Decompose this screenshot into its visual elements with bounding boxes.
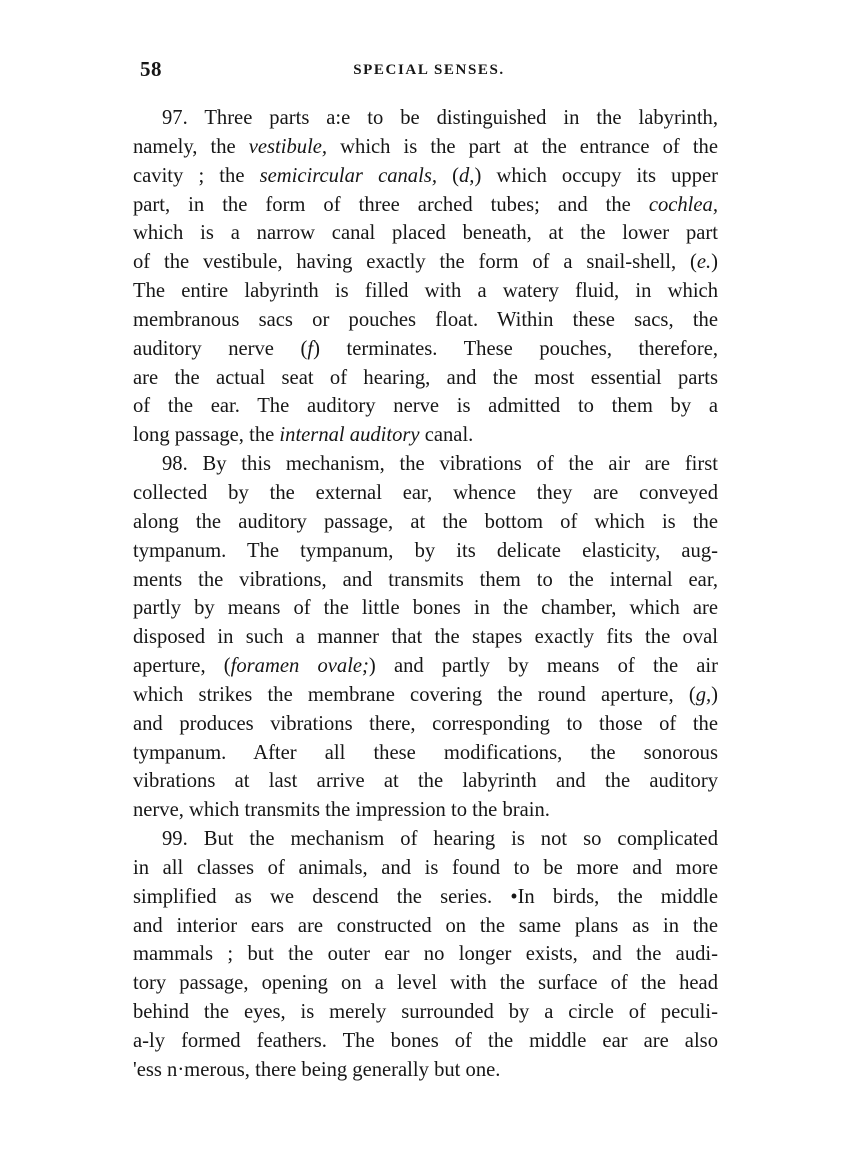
text-line <box>133 277 718 306</box>
italic-text: internal auditory <box>279 424 420 447</box>
text-segment: part, in the form of three arched tubes; and the <box>133 193 649 216</box>
text-line <box>133 133 718 162</box>
text-line <box>133 1056 718 1085</box>
text-segment: ) terminates. These pouches, therefore, <box>313 337 718 360</box>
text-line <box>133 335 718 364</box>
page-header <box>140 57 718 87</box>
text-segment: 98. By this mechanism, the vibrations of the air are first <box>162 453 718 476</box>
paragraph <box>133 104 718 450</box>
text-segment: ) which occupy its upper <box>474 164 718 187</box>
text-line <box>133 450 718 479</box>
text-segment: ) <box>711 251 718 274</box>
text-segment: in all classes of animals, and is found to be more and more <box>133 856 718 879</box>
text-segment: nerve, which transmits the impression to the brain. <box>133 799 550 822</box>
text-segment: long passage, the <box>133 424 280 447</box>
text-segment: along the auditory passage, at the bottom of which is the <box>133 510 718 533</box>
text-line <box>133 681 718 710</box>
text-segment: ) <box>711 683 718 706</box>
text-segment: behind the eyes, is merely surrounded by a circle of peculi- <box>133 1001 718 1024</box>
text-segment: ) and partly by means of the air <box>368 655 719 678</box>
text-segment: 97. Three parts a:e to be distinguished in the labyrinth, <box>162 107 718 129</box>
text-segment: simplified as we descend the series. •In birds, the middle <box>133 885 718 908</box>
text-line <box>133 652 718 681</box>
text-line <box>133 912 718 941</box>
text-segment: collected by the external ear, whence they are conveyed <box>133 481 718 504</box>
paragraph <box>133 825 718 1085</box>
text-segment: mammals ; but the outer ear no longer exists, and the audi- <box>133 943 718 966</box>
text-segment: which is a narrow canal placed beneath, at the lower part <box>133 222 718 245</box>
text-line <box>133 767 718 796</box>
text-line <box>133 566 718 595</box>
text-segment: auditory nerve ( <box>133 337 308 360</box>
text-line <box>133 796 718 825</box>
text-line <box>133 969 718 998</box>
text-segment: which strikes the membrane covering the round aperture, ( <box>133 683 696 706</box>
italic-text: f <box>307 337 314 360</box>
text-line <box>133 623 718 652</box>
text-segment: partly by means of the little bones in the chamber, which are <box>133 597 718 620</box>
text-line <box>133 508 718 537</box>
text-line <box>133 854 718 883</box>
text-line <box>133 392 718 421</box>
page-number: 58 <box>140 57 162 81</box>
text-segment: The entire labyrinth is filled with a watery fluid, in which <box>133 280 718 303</box>
text-line <box>133 248 718 277</box>
text-line <box>133 998 718 1027</box>
text-segment: and produces vibrations there, corresponding to those of the <box>133 712 718 735</box>
text-line <box>133 1027 718 1056</box>
text-line <box>133 594 718 623</box>
text-segment: cavity ; the <box>133 164 260 187</box>
text-line <box>133 162 718 191</box>
text-line <box>133 306 718 335</box>
italic-text: d, <box>459 164 475 187</box>
running-head: SPECIAL SENSES. <box>353 62 505 78</box>
text-line <box>133 364 718 393</box>
italic-text: foramen ovale; <box>230 655 369 678</box>
italic-text: vestibule, <box>248 135 328 158</box>
text-segment: ( <box>437 164 459 187</box>
paragraph <box>133 450 718 825</box>
text-segment: membranous sacs or pouches float. Within these sacs, the <box>133 308 718 331</box>
text-line <box>133 739 718 768</box>
text-line <box>133 104 718 133</box>
text-segment: which is the part at the entrance of the <box>327 135 718 158</box>
text-segment: canal. <box>419 424 474 447</box>
text-segment: ments the vibrations, and transmits them to the internal ear, <box>133 568 718 591</box>
text-line <box>133 825 718 854</box>
italic-text: cochlea, <box>648 193 718 216</box>
italic-text: g, <box>695 683 712 706</box>
text-segment: a-ly formed feathers. The bones of the middle ear are also <box>133 1030 718 1052</box>
text-segment: 99. But the mechanism of hearing is not so complicated <box>162 828 718 851</box>
text-line <box>133 710 718 739</box>
text-segment: tympanum. After all these modifications, the sonorous <box>133 741 718 764</box>
text-segment: disposed in such a manner that the stapes exactly fits the oval <box>133 626 718 649</box>
text-segment: are the actual seat of hearing, and the most essential parts <box>133 366 718 389</box>
text-line <box>133 191 718 220</box>
text-segment: of the ear. The auditory nerve is admitted to them by a <box>133 395 718 418</box>
text-line <box>133 219 718 248</box>
text-line <box>133 883 718 912</box>
text-segment: 'ess n·merous, there being generally but one. <box>133 1058 501 1081</box>
text-segment: and interior ears are constructed on the same plans as in the <box>133 914 718 937</box>
body-text <box>133 104 718 1085</box>
text-segment: vibrations at last arrive at the labyrinth and the auditory <box>133 770 718 793</box>
text-line <box>133 940 718 969</box>
italic-text: semicircular canals, <box>259 164 437 187</box>
text-segment: tory passage, opening on a level with the surface of the head <box>133 972 718 995</box>
text-line <box>133 479 718 508</box>
italic-text: e. <box>696 251 712 274</box>
text-segment: of the vestibule, having exactly the form of a snail-shell, ( <box>133 251 697 274</box>
text-segment: aperture, ( <box>133 655 231 678</box>
text-line <box>133 421 718 450</box>
text-segment: namely, the <box>133 135 249 158</box>
text-segment: tympanum. The tympanum, by its delicate elasticity, aug- <box>133 539 718 562</box>
text-line <box>133 537 718 566</box>
